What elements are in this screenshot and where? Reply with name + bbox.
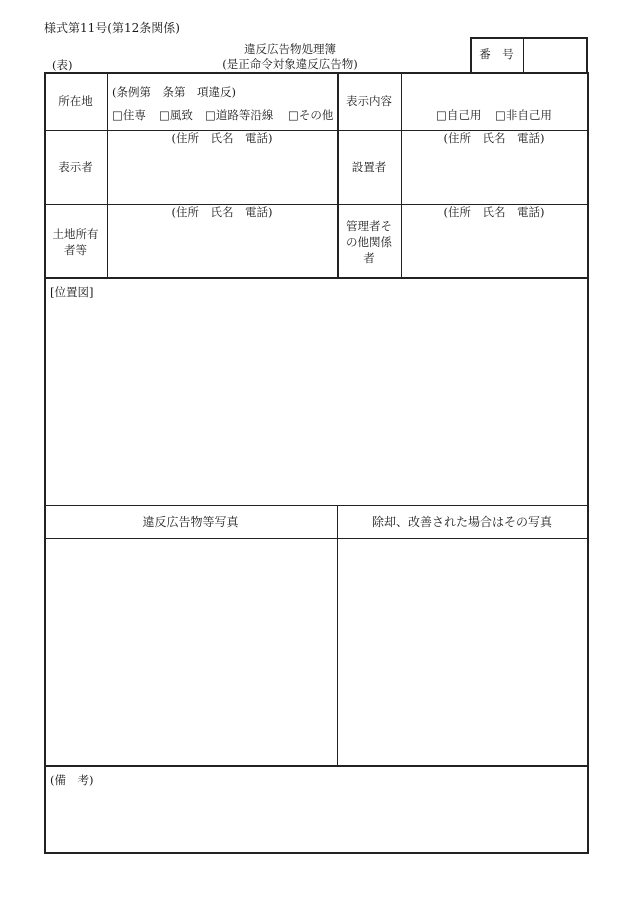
landowner-address-hint: (住所 氏名 電話) [171,205,273,219]
self-use-checkbox[interactable]: □自己用 [436,108,482,122]
number-box [470,37,587,72]
violation-clause: (条例第 条第 項違反) [112,85,236,99]
corrected-photo-header: 除却、改善された場合はその写真 [371,515,552,529]
form-title: 違反広告物処理簿 [244,42,336,56]
installer-address-hint: (住所 氏名 電話) [443,131,545,145]
location-map-area[interactable] [46,302,586,502]
zone-checkbox-roadside[interactable]: □道路等沿線 [205,108,274,122]
zone-checkbox-scenic[interactable]: □風致 [159,108,193,122]
display-content-label: 表示内容 [346,94,392,108]
corrected-photo-area[interactable] [339,540,586,764]
displayer-address-hint: (住所 氏名 電話) [171,131,273,145]
main-form-table [44,72,589,854]
form-number: 様式第11号(第12条関係) [44,21,180,35]
non-self-use-checkbox[interactable]: □非自己用 [495,108,552,122]
manager-label-line1: 管理者そ [346,219,392,233]
violation-photo-area[interactable] [46,540,336,764]
remarks-area[interactable] [46,790,586,850]
number-label: 番 号 [479,47,514,61]
location-label: 所在地 [58,94,93,108]
displayer-label: 表示者 [58,160,93,174]
remarks-label: (備 考) [50,773,94,787]
zone-checkbox-residential[interactable]: □住専 [112,108,146,122]
form-subtitle: (是正命令対象違反広告物) [222,57,358,71]
manager-label-line3: 者 [363,251,375,265]
zone-checkbox-other[interactable]: □その他 [288,108,334,122]
landowner-label-line1: 土地所有 [52,227,99,241]
location-map-label: [位置図] [50,285,94,299]
side-label: (表) [52,58,73,72]
manager-address-hint: (住所 氏名 電話) [443,205,545,219]
installer-label: 設置者 [351,160,387,174]
manager-label-line2: の他関係 [346,235,392,249]
landowner-label-line2: 者等 [64,243,87,257]
violation-photo-header: 違反広告物等写真 [142,515,239,529]
